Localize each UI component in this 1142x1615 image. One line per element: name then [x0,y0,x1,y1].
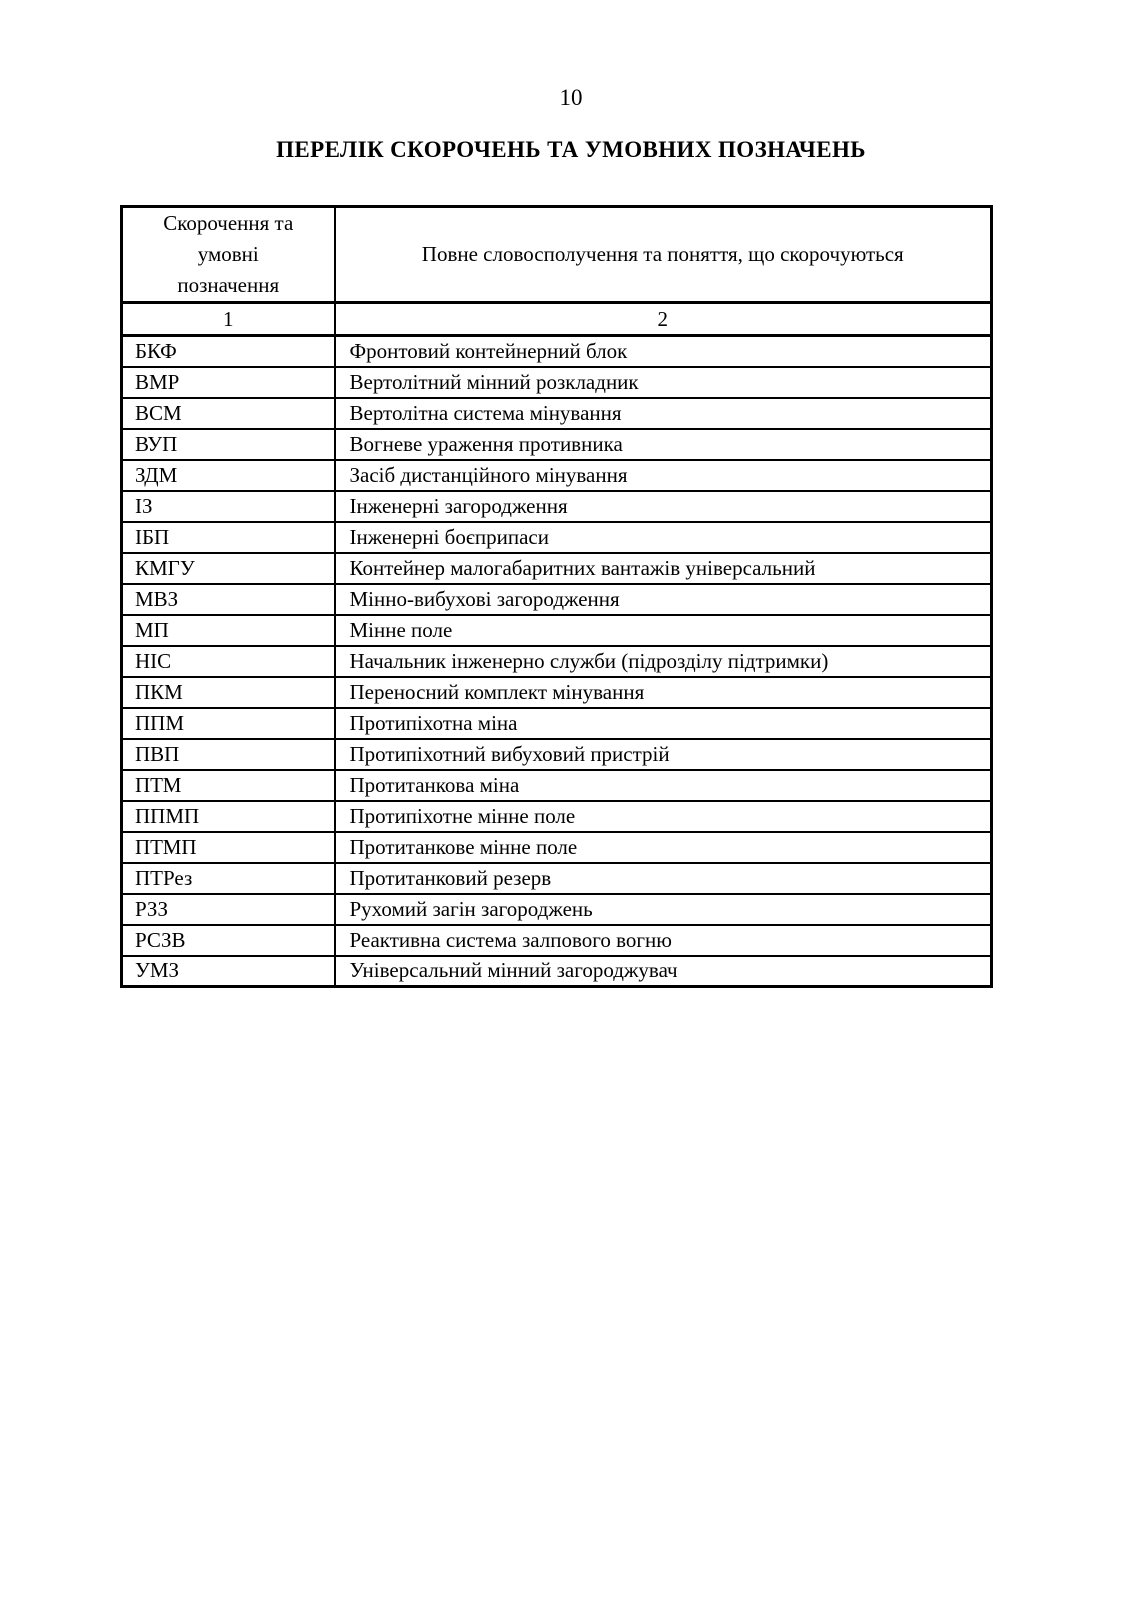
full-cell: Протипіхотний вибуховий пристрій [335,739,992,770]
abbr-cell: ВУП [122,429,335,460]
full-cell: Вогневе ураження противника [335,429,992,460]
abbr-cell: УМЗ [122,956,335,987]
full-cell: Фронтовий контейнерний блок [335,336,992,367]
abbr-cell: РСЗВ [122,925,335,956]
page-number: 10 [559,85,583,110]
table-row [122,367,992,398]
header-cell-full [335,207,992,303]
abbr-cell: ПВП [122,739,335,770]
abbr-cell: БКФ [122,336,335,367]
full-cell: Протитанкова міна [335,770,992,801]
table-row [122,646,992,677]
full-cell: Вертолітний мінний розкладник [335,367,992,398]
abbr-cell: НІС [122,646,335,677]
header-abbreviation-label: Скорочення та умовні позначення [163,211,294,297]
abbr-cell: ЗДМ [122,460,335,491]
table-row [122,863,992,894]
abbr-cell: ВСМ [122,398,335,429]
abbr-cell: ПКМ [122,677,335,708]
table-row [122,491,992,522]
column-number-row [122,303,992,336]
table-row [122,894,992,925]
abbr-cell: МП [122,615,335,646]
abbr-cell: ППМП [122,801,335,832]
table-row [122,615,992,646]
abbr-cell: ПТМП [122,832,335,863]
table-row [122,677,992,708]
full-cell: Рухомий загін загороджень [335,894,992,925]
full-cell: Універсальний мінний загороджувач [335,956,992,987]
header-cell-abbreviation [122,207,335,303]
full-cell: Протитанкове мінне поле [335,832,992,863]
table-row [122,801,992,832]
abbr-cell: МВЗ [122,584,335,615]
table-row [122,584,992,615]
table-row [122,460,992,491]
table-row [122,522,992,553]
table-row [122,770,992,801]
abbr-cell: РЗЗ [122,894,335,925]
column-number-2: 2 [335,303,992,336]
document-title: ПЕРЕЛІК СКОРОЧЕНЬ ТА УМОВНИХ ПОЗНАЧЕНЬ [276,137,866,162]
table-row [122,739,992,770]
full-cell: Протипіхотне мінне поле [335,801,992,832]
table-header-row [122,207,992,303]
table-row [122,553,992,584]
abbr-cell: ПТРез [122,863,335,894]
abbr-cell: КМГУ [122,553,335,584]
full-cell: Засіб дистанційного мінування [335,460,992,491]
full-cell: Контейнер малогабаритних вантажів універсальний [335,553,992,584]
abbr-cell: ІЗ [122,491,335,522]
abbr-cell: ПТМ [122,770,335,801]
abbreviations-table [120,205,993,988]
table-row [122,708,992,739]
full-cell: Вертолітна система мінування [335,398,992,429]
full-cell: Мінне поле [335,615,992,646]
table-row [122,398,992,429]
abbr-cell: ІБП [122,522,335,553]
full-cell: Переносний комплект мінування [335,677,992,708]
table-row [122,925,992,956]
table-row [122,832,992,863]
full-cell: Реактивна система залпового вогню [335,925,992,956]
table-row [122,336,992,367]
full-cell: Начальник інженерно служби (підрозділу підтримки) [335,646,992,677]
column-number-1: 1 [122,303,335,336]
table-row [122,429,992,460]
header-full-label: Повне словосполучення та поняття, що скорочуються [421,242,904,266]
full-cell: Інженерні боєприпаси [335,522,992,553]
abbr-cell: ППМ [122,708,335,739]
full-cell: Протипіхотна міна [335,708,992,739]
full-cell: Інженерні загородження [335,491,992,522]
abbr-cell: ВМР [122,367,335,398]
table-row [122,956,992,987]
full-cell: Мінно-вибухові загородження [335,584,992,615]
full-cell: Протитанковий резерв [335,863,992,894]
